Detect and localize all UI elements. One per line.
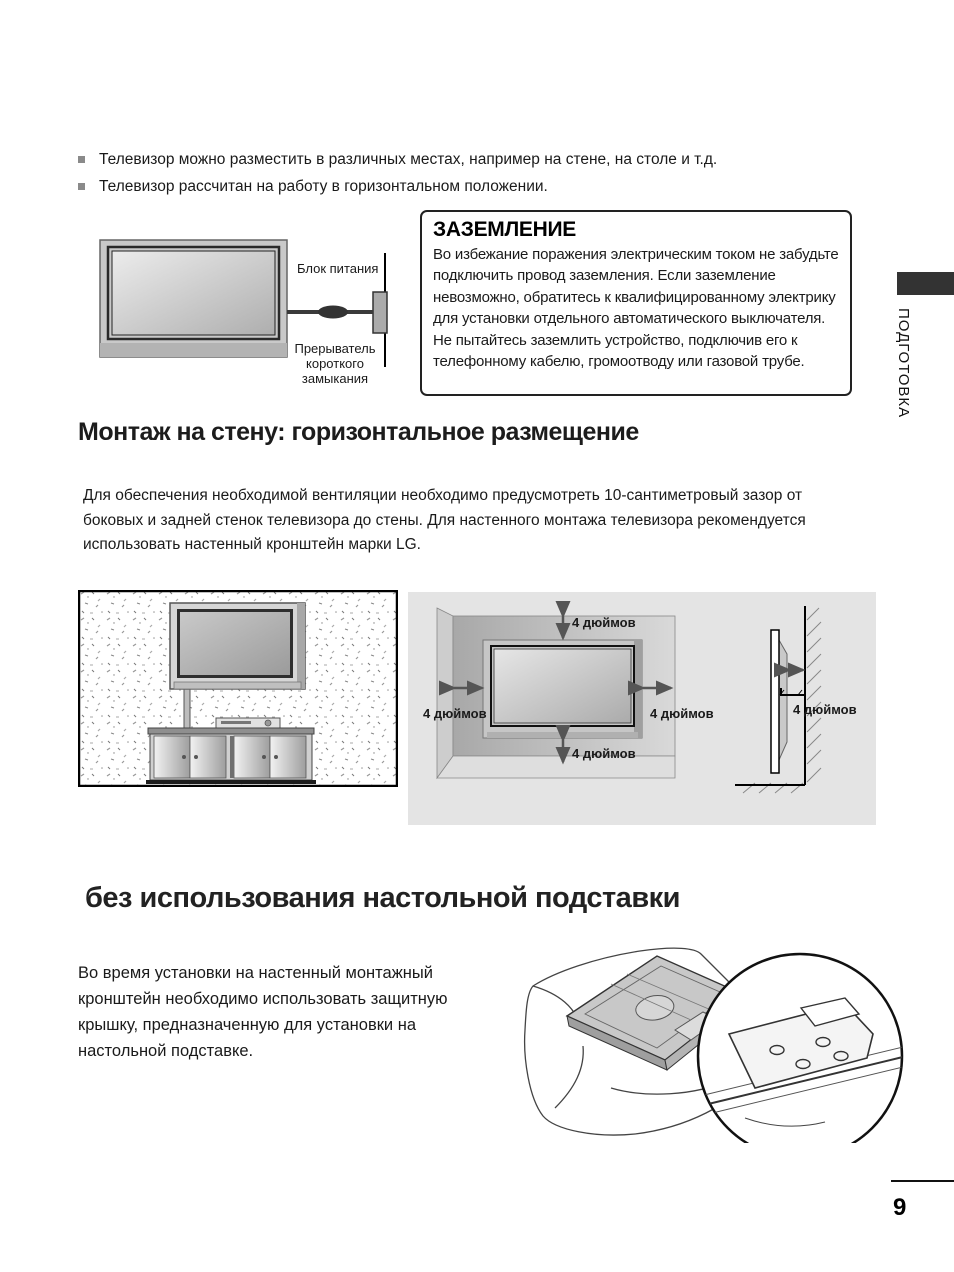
bullet-text: Телевизор рассчитан на работу в горизонтальном положении. bbox=[99, 178, 548, 195]
tv-side-panel bbox=[771, 630, 779, 773]
front-view bbox=[423, 608, 714, 778]
power-block bbox=[373, 292, 387, 333]
tv-screen bbox=[112, 251, 275, 335]
clearance-label-bottom: 4 дюймов bbox=[572, 746, 636, 761]
clearance-label-left: 4 дюймов bbox=[423, 706, 487, 721]
grounding-body: Во избежание поражения электрическим током не забудьте подключить провод заземления. Если заземление невозможно, обратитесь к квалифицированному электрику для установки отдельного автоматического выключателя. Не пытайтесь заземлить устройство, подключив его к телефонному кабелю, громоотводу или газовой трубе. bbox=[433, 246, 839, 371]
room-illustration bbox=[78, 590, 398, 787]
breaker-label-line3: замыкания bbox=[301, 371, 369, 386]
bullet-text: Телевизор можно разместить в различных местах, например на стене, на столе и т.д. bbox=[99, 151, 718, 168]
clearance-label-top: 4 дюймов bbox=[572, 615, 636, 630]
tv-cabinet bbox=[146, 728, 316, 784]
chapter-sidebar-label: ПОДГОТОВКА bbox=[895, 308, 912, 419]
clearance-diagram bbox=[408, 592, 876, 825]
magnifier-detail bbox=[698, 954, 907, 1143]
wall-mount-heading: Монтаж на стену: горизонтальное размещение bbox=[78, 418, 639, 446]
footer-rule bbox=[891, 1180, 954, 1182]
chapter-tab bbox=[897, 272, 954, 295]
tv-cable bbox=[184, 688, 190, 732]
power-block-label: Блок питания bbox=[297, 261, 379, 276]
clearance-label-right: 4 дюймов bbox=[650, 706, 714, 721]
breaker-bulge bbox=[318, 306, 348, 319]
list-item bbox=[78, 150, 888, 170]
no-stand-heading: без использования настольной подставки bbox=[85, 882, 680, 914]
protective-cover-illustration bbox=[515, 938, 915, 1143]
list-item bbox=[78, 177, 888, 197]
side-view bbox=[735, 606, 857, 793]
breaker-label-line2: короткого bbox=[306, 356, 364, 371]
tv-back-bulge bbox=[779, 640, 787, 760]
page-number: 9 bbox=[893, 1194, 907, 1221]
bullet-square-icon bbox=[78, 183, 85, 190]
wall-tv bbox=[170, 603, 305, 689]
no-stand-paragraph: Во время установки на настенный монтажный кронштейн необходимо использовать защитную крышку, предназначенную для установки на настольной подставке. bbox=[78, 964, 448, 1060]
breaker-label-line1: Прерыватель bbox=[294, 341, 376, 356]
clearance-label-side: 4 дюймов bbox=[793, 702, 857, 717]
power-connection-diagram bbox=[95, 235, 405, 400]
grounding-title: ЗАЗЕМЛЕНИЕ bbox=[433, 218, 576, 241]
wall-mount-paragraph: Для обеспечения необходимой вентиляции необходимо предусмотреть 10-сантиметровый зазор от боковых и задней стенок телевизора до стены. Для настенного монтажа телевизора рекомендуется использовать настенный кронштейн марки LG. bbox=[83, 487, 806, 553]
grounding-warning-box bbox=[420, 210, 852, 396]
intro-bullet-list bbox=[78, 150, 888, 204]
bullet-square-icon bbox=[78, 156, 85, 163]
media-player bbox=[216, 718, 280, 728]
